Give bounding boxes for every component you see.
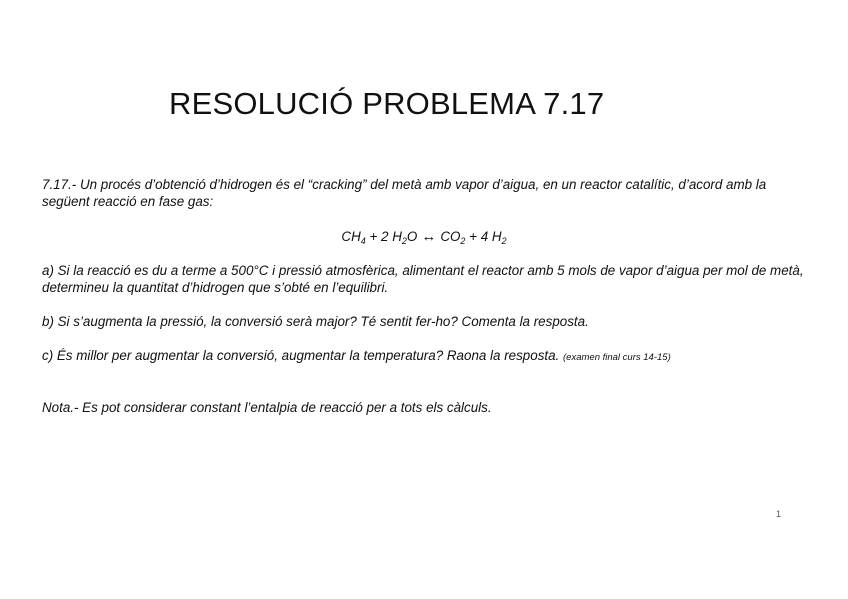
question-b: b) Si s’augmenta la pressió, la conversió serà major? Té sentit fer-ho? Comenta la resposta.	[42, 314, 589, 329]
eq-co2: CO	[440, 229, 461, 244]
eq-water-sub: 2	[401, 236, 407, 246]
exam-source-note: (examen final curs 14-15)	[563, 352, 671, 363]
reaction-equation	[0, 228, 848, 246]
problem-statement: 7.17.- Un procés d’obtenció d’hidrogen és el “cracking” del metà amb vapor d’aigua, en un reactor catalític, d’acord amb la següent reacció en fase gas:	[42, 177, 767, 209]
eq-water-tail: O	[406, 229, 418, 244]
question-a: a) Si la reacció es du a terme a 500°C i pressió atmosfèrica, alimentant el reactor amb 5 mols de vapor d’aigua per mol de metà, determineu la quantitat d’hidrogen que s’obté en l’equilibri.	[42, 263, 804, 295]
eq-methane-sub: 4	[360, 236, 366, 246]
eq-co2-sub: 2	[460, 236, 466, 246]
equilibrium-arrow-icon: ↔	[421, 228, 437, 245]
eq-hydrogen: + 4 H	[465, 229, 502, 244]
note: Nota.- Es pot considerar constant l’entalpia de reacció per a tots els càlculs.	[42, 400, 492, 415]
eq-water: + 2 H	[365, 229, 402, 244]
eq-methane: CH	[341, 229, 361, 244]
page-title: RESOLUCIÓ PROBLEMA 7.17	[169, 86, 605, 121]
eq-hydrogen-sub: 2	[501, 236, 507, 246]
question-c-text: c) És millor per augmentar la conversió, augmentar la temperatura? Raona la resposta.	[42, 348, 560, 363]
question-c	[42, 347, 810, 366]
page-number: 1	[776, 509, 782, 519]
